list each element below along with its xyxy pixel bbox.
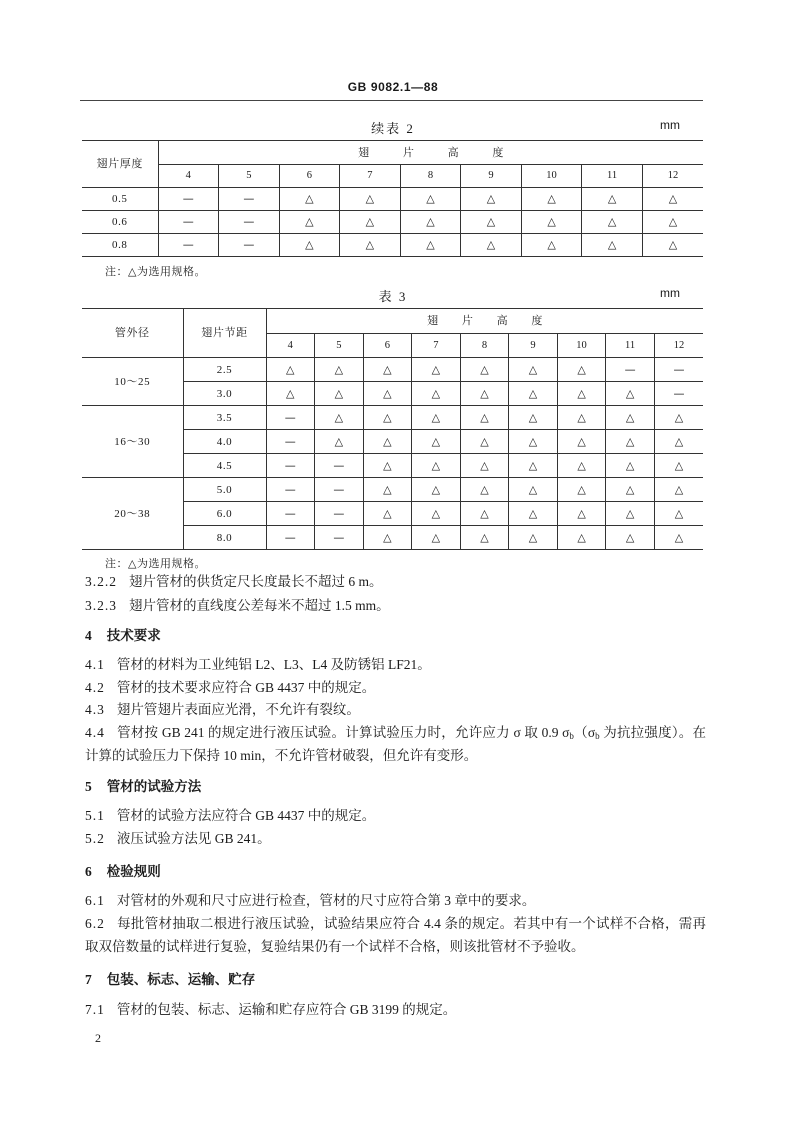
clause-4-4-line-1 bbox=[85, 724, 706, 742]
fin-pitch-cell: 4.5 bbox=[183, 454, 266, 478]
selected-spec-mark: △ bbox=[606, 478, 655, 502]
selected-spec-mark: △ bbox=[642, 188, 703, 211]
table-2-caption: 续表 2 bbox=[371, 121, 415, 136]
section-heading-5 bbox=[85, 778, 201, 796]
selected-spec-mark: △ bbox=[460, 454, 509, 478]
section-number: 6 bbox=[85, 864, 93, 879]
clause-number: 4.4 bbox=[85, 725, 105, 740]
fin-height-header: 4 bbox=[158, 165, 219, 188]
table-3 bbox=[82, 308, 703, 550]
fin-height-header: 11 bbox=[606, 334, 655, 358]
not-applicable-mark: — bbox=[315, 478, 364, 502]
header-rule bbox=[80, 100, 703, 101]
clause-text: 管材按 GB 241 的规定进行液压试验。计算试验压力时，允许应力 σ 取 0.9 σ bbox=[116, 725, 570, 740]
selected-spec-mark: △ bbox=[363, 358, 412, 382]
not-applicable-mark: — bbox=[219, 211, 280, 234]
selected-spec-mark: △ bbox=[315, 382, 364, 406]
table-row bbox=[82, 211, 703, 234]
not-applicable-mark: — bbox=[315, 502, 364, 526]
selected-spec-mark: △ bbox=[266, 382, 315, 406]
selected-spec-mark: △ bbox=[279, 188, 340, 211]
clause-number: 6.1 bbox=[85, 893, 105, 908]
selected-spec-mark: △ bbox=[654, 526, 703, 550]
selected-spec-mark: △ bbox=[557, 526, 606, 550]
selected-spec-mark: △ bbox=[582, 211, 643, 234]
table-row bbox=[82, 188, 703, 211]
selected-spec-mark: △ bbox=[363, 406, 412, 430]
table-body bbox=[82, 188, 703, 257]
clause-number: 7.1 bbox=[85, 1002, 105, 1017]
section-title: 包装、标志、运输、贮存 bbox=[106, 972, 256, 987]
section-number: 7 bbox=[85, 972, 93, 987]
selected-spec-mark: △ bbox=[460, 502, 509, 526]
fin-height-header: 9 bbox=[509, 334, 558, 358]
selected-spec-mark: △ bbox=[557, 478, 606, 502]
table-header-row bbox=[82, 165, 703, 188]
selected-spec-mark: △ bbox=[557, 358, 606, 382]
column-header-fin-thickness: 翅片厚度 bbox=[82, 141, 158, 188]
selected-spec-mark: △ bbox=[509, 358, 558, 382]
clause-3-2-3 bbox=[85, 597, 390, 615]
section-heading-4 bbox=[85, 627, 161, 645]
tube-diameter-cell: 16～30 bbox=[82, 406, 183, 478]
section-title: 管材的试验方法 bbox=[106, 779, 202, 794]
fin-height-header: 12 bbox=[654, 334, 703, 358]
selected-spec-mark: △ bbox=[521, 211, 582, 234]
selected-spec-mark: △ bbox=[642, 234, 703, 257]
fin-height-header: 7 bbox=[340, 165, 401, 188]
clause-4-1 bbox=[85, 656, 431, 674]
not-applicable-mark: — bbox=[266, 406, 315, 430]
selected-spec-mark: △ bbox=[557, 382, 606, 406]
selected-spec-mark: △ bbox=[315, 430, 364, 454]
selected-spec-mark: △ bbox=[606, 382, 655, 406]
table-3-caption: 表 3 bbox=[378, 289, 408, 304]
selected-spec-mark: △ bbox=[606, 454, 655, 478]
column-header-fin-height: 翅 片 高 度 bbox=[266, 309, 703, 334]
selected-spec-mark: △ bbox=[460, 382, 509, 406]
selected-spec-mark: △ bbox=[654, 406, 703, 430]
selected-spec-mark: △ bbox=[412, 526, 461, 550]
clause-7-1 bbox=[85, 1001, 456, 1019]
page-number: 2 bbox=[95, 1031, 101, 1045]
selected-spec-mark: △ bbox=[557, 406, 606, 430]
clause-6-2-line-2: 取双倍数量的试样进行复验，复验结果仍有一个试样不合格，则该批管材不予验收。 bbox=[85, 939, 585, 954]
not-applicable-mark: — bbox=[219, 234, 280, 257]
not-applicable-mark: — bbox=[266, 478, 315, 502]
selected-spec-mark: △ bbox=[557, 454, 606, 478]
fin-height-header: 5 bbox=[315, 334, 364, 358]
selected-spec-mark: △ bbox=[412, 430, 461, 454]
clause-number: 4.1 bbox=[85, 657, 105, 672]
selected-spec-mark: △ bbox=[363, 526, 412, 550]
table-row bbox=[82, 358, 703, 382]
table-row bbox=[82, 406, 703, 430]
clause-text: 管材的包装、标志、运输和贮存应符合 GB 3199 的规定。 bbox=[116, 1002, 457, 1017]
not-applicable-mark: — bbox=[158, 211, 219, 234]
selected-spec-mark: △ bbox=[340, 211, 401, 234]
selected-spec-mark: △ bbox=[582, 188, 643, 211]
selected-spec-mark: △ bbox=[279, 234, 340, 257]
selected-spec-mark: △ bbox=[654, 478, 703, 502]
not-applicable-mark: — bbox=[654, 358, 703, 382]
clause-text: （σ bbox=[573, 725, 596, 740]
column-header-fin-height: 翅 片 高 度 bbox=[158, 141, 703, 165]
selected-spec-mark: △ bbox=[606, 430, 655, 454]
clause-number: 5.1 bbox=[85, 808, 105, 823]
table-2 bbox=[82, 140, 703, 257]
not-applicable-mark: — bbox=[266, 502, 315, 526]
fin-pitch-cell: 6.0 bbox=[183, 502, 266, 526]
selected-spec-mark: △ bbox=[315, 406, 364, 430]
selected-spec-mark: △ bbox=[400, 188, 461, 211]
subscript: b bbox=[569, 731, 574, 741]
fin-pitch-cell: 2.5 bbox=[183, 358, 266, 382]
selected-spec-mark: △ bbox=[654, 502, 703, 526]
fin-pitch-cell: 3.0 bbox=[183, 382, 266, 406]
clause-number: 4.3 bbox=[85, 702, 105, 717]
clause-text: 每批管材抽取二根进行液压试验，试验结果应符合 4.4 条的规定。若其中有一个试样不合格，需再 bbox=[116, 916, 706, 931]
selected-spec-mark: △ bbox=[461, 234, 522, 257]
selected-spec-mark: △ bbox=[412, 454, 461, 478]
selected-spec-mark: △ bbox=[521, 234, 582, 257]
not-applicable-mark: — bbox=[315, 454, 364, 478]
fin-height-header: 7 bbox=[412, 334, 461, 358]
table-row bbox=[82, 234, 703, 257]
selected-spec-mark: △ bbox=[606, 526, 655, 550]
clause-text: 对管材的外观和尺寸应进行检查，管材的尺寸应符合第 3 章中的要求。 bbox=[116, 893, 536, 908]
fin-height-header: 12 bbox=[642, 165, 703, 188]
selected-spec-mark: △ bbox=[557, 430, 606, 454]
selected-spec-mark: △ bbox=[363, 454, 412, 478]
selected-spec-mark: △ bbox=[400, 234, 461, 257]
selected-spec-mark: △ bbox=[606, 502, 655, 526]
fin-pitch-cell: 4.0 bbox=[183, 430, 266, 454]
selected-spec-mark: △ bbox=[509, 502, 558, 526]
selected-spec-mark: △ bbox=[363, 478, 412, 502]
selected-spec-mark: △ bbox=[461, 188, 522, 211]
not-applicable-mark: — bbox=[266, 430, 315, 454]
selected-spec-mark: △ bbox=[279, 211, 340, 234]
clause-3-2-2 bbox=[85, 573, 383, 591]
not-applicable-mark: — bbox=[315, 526, 364, 550]
column-header-tube-diameter: 管外径 bbox=[82, 309, 183, 358]
selected-spec-mark: △ bbox=[642, 211, 703, 234]
fin-height-header: 10 bbox=[557, 334, 606, 358]
not-applicable-mark: — bbox=[158, 188, 219, 211]
clause-5-1 bbox=[85, 807, 375, 825]
selected-spec-mark: △ bbox=[460, 478, 509, 502]
clause-text: 管材的试验方法应符合 GB 4437 中的规定。 bbox=[116, 808, 376, 823]
fin-pitch-cell: 5.0 bbox=[183, 478, 266, 502]
section-number: 4 bbox=[85, 628, 93, 643]
fin-height-header: 9 bbox=[461, 165, 522, 188]
clause-5-2 bbox=[85, 830, 271, 848]
selected-spec-mark: △ bbox=[412, 382, 461, 406]
table-row bbox=[82, 478, 703, 502]
selected-spec-mark: △ bbox=[460, 430, 509, 454]
selected-spec-mark: △ bbox=[412, 478, 461, 502]
selected-spec-mark: △ bbox=[412, 406, 461, 430]
column-header-fin-pitch: 翅片节距 bbox=[183, 309, 266, 358]
selected-spec-mark: △ bbox=[509, 478, 558, 502]
clause-number: 5.2 bbox=[85, 831, 105, 846]
not-applicable-mark: — bbox=[266, 454, 315, 478]
selected-spec-mark: △ bbox=[654, 430, 703, 454]
clause-4-2 bbox=[85, 679, 375, 697]
table-3-unit: mm bbox=[660, 286, 680, 300]
table-header-row bbox=[82, 309, 703, 334]
fin-height-header: 8 bbox=[400, 165, 461, 188]
section-number: 5 bbox=[85, 779, 93, 794]
selected-spec-mark: △ bbox=[400, 211, 461, 234]
selected-spec-mark: △ bbox=[509, 526, 558, 550]
clause-4-4-line-2: 计算的试验压力下保持 10 min，不允许管材破裂，但允许有变形。 bbox=[85, 748, 478, 763]
selected-spec-mark: △ bbox=[363, 382, 412, 406]
selected-spec-mark: △ bbox=[460, 526, 509, 550]
fin-thickness-cell: 0.6 bbox=[82, 211, 158, 234]
fin-pitch-cell: 3.5 bbox=[183, 406, 266, 430]
clause-6-1 bbox=[85, 892, 535, 910]
table-body bbox=[82, 358, 703, 550]
fin-height-header: 6 bbox=[279, 165, 340, 188]
fin-height-header: 5 bbox=[219, 165, 280, 188]
selected-spec-mark: △ bbox=[521, 188, 582, 211]
selected-spec-mark: △ bbox=[412, 358, 461, 382]
section-title: 技术要求 bbox=[106, 628, 161, 643]
clause-number: 3.2.3 bbox=[85, 598, 117, 613]
fin-pitch-cell: 8.0 bbox=[183, 526, 266, 550]
fin-height-header: 6 bbox=[363, 334, 412, 358]
fin-height-header: 4 bbox=[266, 334, 315, 358]
section-title: 检验规则 bbox=[106, 864, 161, 879]
clause-text: 翅片管材的供货定尺长度最长不超过 6 m。 bbox=[129, 574, 383, 589]
selected-spec-mark: △ bbox=[509, 382, 558, 406]
table-3-note: 注：△为选用规格。 bbox=[105, 558, 206, 570]
not-applicable-mark: — bbox=[654, 382, 703, 406]
table-2-note: 注：△为选用规格。 bbox=[105, 266, 206, 278]
fin-height-header: 11 bbox=[582, 165, 643, 188]
fin-height-header: 10 bbox=[521, 165, 582, 188]
clause-text: 翅片管翅片表面应光滑，不允许有裂纹。 bbox=[116, 702, 360, 717]
clause-text: 管材的材料为工业纯铝 L2、L3、L4 及防锈铝 LF21。 bbox=[116, 657, 431, 672]
not-applicable-mark: — bbox=[606, 358, 655, 382]
selected-spec-mark: △ bbox=[509, 406, 558, 430]
selected-spec-mark: △ bbox=[509, 454, 558, 478]
not-applicable-mark: — bbox=[158, 234, 219, 257]
subscript: b bbox=[595, 731, 600, 741]
selected-spec-mark: △ bbox=[461, 211, 522, 234]
fin-height-header: 8 bbox=[460, 334, 509, 358]
table-2-unit: mm bbox=[660, 118, 680, 132]
section-heading-7 bbox=[85, 971, 255, 989]
clause-number: 3.2.2 bbox=[85, 574, 117, 589]
clause-number: 6.2 bbox=[85, 916, 105, 931]
selected-spec-mark: △ bbox=[460, 406, 509, 430]
selected-spec-mark: △ bbox=[363, 430, 412, 454]
not-applicable-mark: — bbox=[219, 188, 280, 211]
table-header-row bbox=[82, 141, 703, 165]
clause-text: 翅片管材的直线度公差每米不超过 1.5 mm。 bbox=[129, 598, 390, 613]
selected-spec-mark: △ bbox=[557, 502, 606, 526]
clause-text: 液压试验方法见 GB 241。 bbox=[116, 831, 271, 846]
selected-spec-mark: △ bbox=[412, 502, 461, 526]
standard-code-header: GB 9082.1—88 bbox=[347, 80, 439, 94]
clause-4-3 bbox=[85, 701, 360, 719]
not-applicable-mark: — bbox=[266, 526, 315, 550]
selected-spec-mark: △ bbox=[509, 430, 558, 454]
selected-spec-mark: △ bbox=[363, 502, 412, 526]
selected-spec-mark: △ bbox=[582, 234, 643, 257]
clause-6-2-line-1 bbox=[85, 915, 706, 933]
tube-diameter-cell: 10～25 bbox=[82, 358, 183, 406]
selected-spec-mark: △ bbox=[266, 358, 315, 382]
tube-diameter-cell: 20～38 bbox=[82, 478, 183, 550]
selected-spec-mark: △ bbox=[460, 358, 509, 382]
fin-thickness-cell: 0.8 bbox=[82, 234, 158, 257]
clause-text: 为抗拉强度）。在 bbox=[599, 725, 707, 740]
selected-spec-mark: △ bbox=[606, 406, 655, 430]
section-heading-6 bbox=[85, 863, 161, 881]
selected-spec-mark: △ bbox=[340, 188, 401, 211]
selected-spec-mark: △ bbox=[340, 234, 401, 257]
clause-number: 4.2 bbox=[85, 680, 105, 695]
selected-spec-mark: △ bbox=[654, 454, 703, 478]
fin-thickness-cell: 0.5 bbox=[82, 188, 158, 211]
selected-spec-mark: △ bbox=[315, 358, 364, 382]
clause-text: 管材的技术要求应符合 GB 4437 中的规定。 bbox=[116, 680, 376, 695]
